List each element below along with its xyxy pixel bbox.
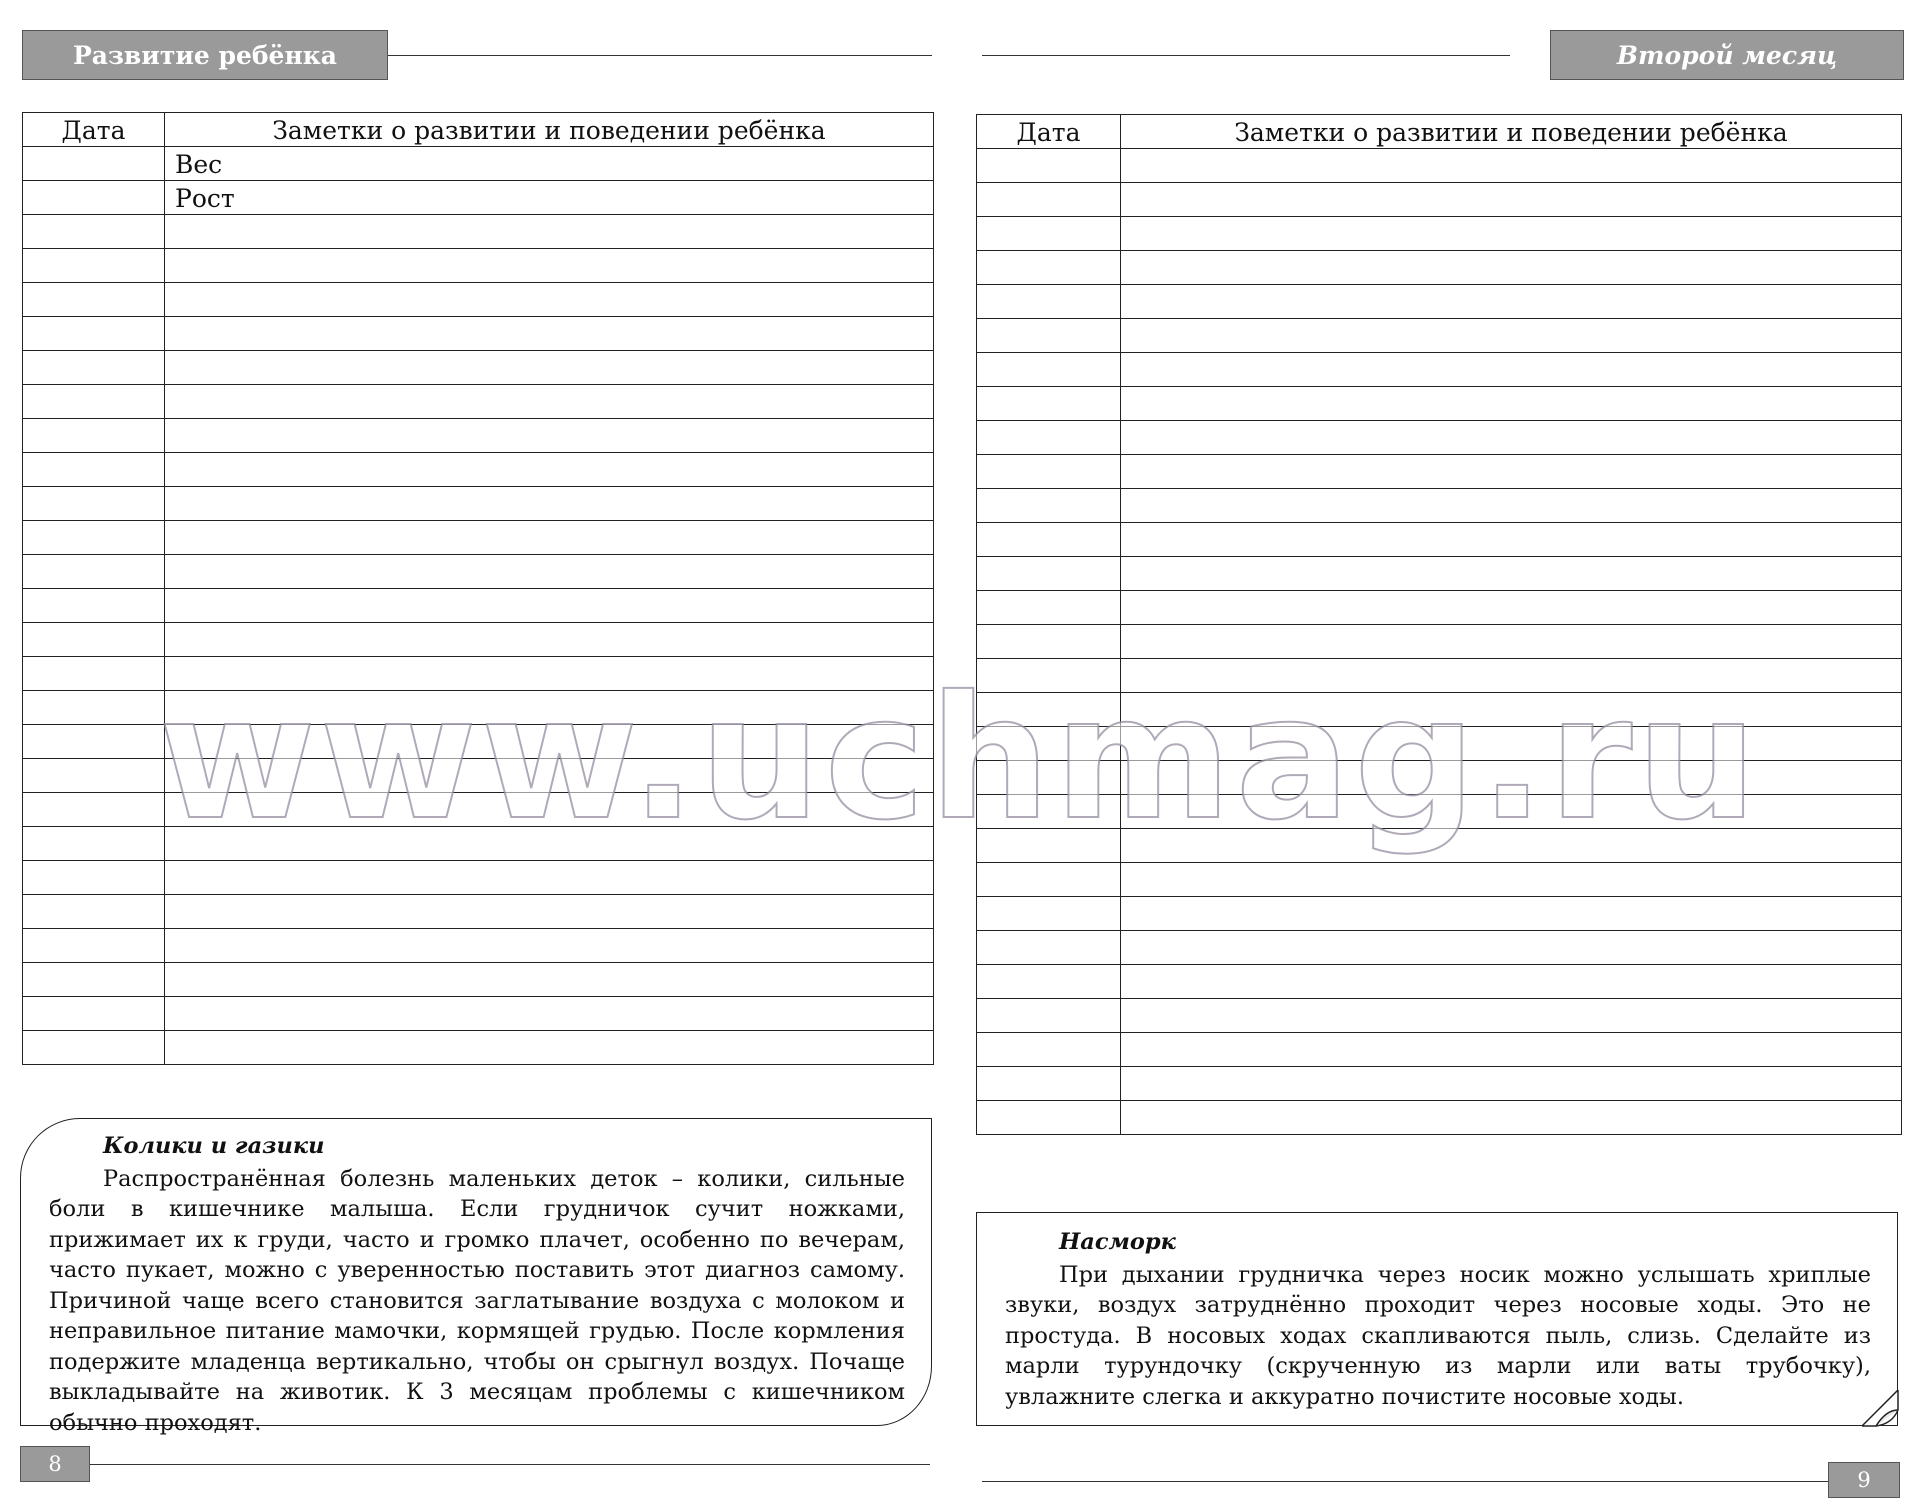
- date-cell[interactable]: [23, 215, 165, 249]
- footer-rule: [90, 1464, 930, 1465]
- notes-cell[interactable]: [1121, 1101, 1902, 1135]
- month-header-title: Второй месяц: [1616, 40, 1838, 70]
- notes-cell[interactable]: [165, 623, 934, 657]
- table-row: [23, 589, 934, 623]
- notes-cell[interactable]: [165, 317, 934, 351]
- notes-table: [22, 112, 934, 1065]
- notes-cell[interactable]: [1121, 897, 1902, 931]
- table-row: [23, 725, 934, 759]
- notes-cell[interactable]: [165, 351, 934, 385]
- notes-cell[interactable]: [165, 487, 934, 521]
- table-row: [977, 897, 1902, 931]
- table-row: [977, 183, 1902, 217]
- table-row: [977, 319, 1902, 353]
- date-cell[interactable]: [23, 793, 165, 827]
- table-row: [23, 317, 934, 351]
- date-cell[interactable]: [977, 693, 1121, 727]
- notes-cell[interactable]: [1121, 489, 1902, 523]
- table-row: [23, 385, 934, 419]
- date-cell[interactable]: [977, 829, 1121, 863]
- column-header-notes: Заметки о развитии и поведении ребёнка: [165, 113, 934, 147]
- notes-cell[interactable]: [165, 1031, 934, 1065]
- notes-cell[interactable]: [1121, 659, 1902, 693]
- table-row: [23, 657, 934, 691]
- table-row: [977, 795, 1902, 829]
- table-row: [23, 453, 934, 487]
- date-cell[interactable]: [23, 385, 165, 419]
- date-cell[interactable]: [23, 589, 165, 623]
- table-row: [977, 1033, 1902, 1067]
- right-page: [960, 0, 1920, 1497]
- notes-cell[interactable]: [1121, 353, 1902, 387]
- date-cell[interactable]: [977, 591, 1121, 625]
- date-cell[interactable]: [23, 759, 165, 793]
- notes-cell[interactable]: [1121, 1067, 1902, 1101]
- date-cell[interactable]: [23, 691, 165, 725]
- notes-cell[interactable]: [165, 725, 934, 759]
- notes-cell[interactable]: [165, 691, 934, 725]
- column-header-date: Дата: [23, 113, 165, 147]
- notes-cell[interactable]: [165, 963, 934, 997]
- notes-cell[interactable]: [165, 249, 934, 283]
- table-row: [23, 691, 934, 725]
- date-cell[interactable]: [977, 319, 1121, 353]
- date-cell[interactable]: [977, 965, 1121, 999]
- notes-cell[interactable]: [165, 929, 934, 963]
- date-cell[interactable]: [23, 555, 165, 589]
- runny-nose-info-box: [976, 1212, 1898, 1426]
- table-row: [977, 523, 1902, 557]
- date-cell[interactable]: [977, 1033, 1121, 1067]
- table-row-height: [23, 181, 934, 215]
- page-number-badge: [20, 1446, 90, 1482]
- date-cell[interactable]: [977, 659, 1121, 693]
- table-row: [977, 1067, 1902, 1101]
- table-row: [23, 215, 934, 249]
- date-cell[interactable]: [23, 963, 165, 997]
- table-row: [977, 285, 1902, 319]
- column-header-date: Дата: [977, 115, 1121, 149]
- table-row: [977, 863, 1902, 897]
- notes-cell[interactable]: [1121, 591, 1902, 625]
- watermark: www.uchmag.ru: [158, 660, 1762, 858]
- date-cell[interactable]: [977, 251, 1121, 285]
- notes-cell[interactable]: [1121, 999, 1902, 1033]
- notes-table: [976, 114, 1902, 1135]
- notes-cell[interactable]: [1121, 965, 1902, 999]
- date-cell[interactable]: [23, 1031, 165, 1065]
- table-row: [23, 623, 934, 657]
- table-row: [23, 487, 934, 521]
- table-row: [977, 931, 1902, 965]
- date-cell[interactable]: [977, 285, 1121, 319]
- table-row: [977, 557, 1902, 591]
- table-row: [977, 251, 1902, 285]
- table-row: [977, 421, 1902, 455]
- info-box-text: Распространённая болезнь маленьких деток – колики, сильные боли в кишечнике малыша. Если грудничок сучит ножками, прижимает их к груди, часто и громко плачет, особенно по вечерам, часто пукает, можно с уверенностью поставить этот диагноз самому. Причиной чаще всего становится заглатывание воздуха с молоком и неправильное питание мамочки, кормящей грудью. После кормления подержите младенца вертикально, чтобы он срыгнул воздух. Почаще выкладывайте на животик. К 3 месяцам проблемы с кишечником обычно проходят.: [49, 1165, 905, 1436]
- notes-cell[interactable]: [165, 385, 934, 419]
- notes-cell[interactable]: [1121, 863, 1902, 897]
- date-cell[interactable]: [23, 147, 165, 181]
- notes-cell[interactable]: [1121, 285, 1902, 319]
- notes-cell[interactable]: [165, 283, 934, 317]
- date-cell[interactable]: [977, 863, 1121, 897]
- date-cell[interactable]: [977, 183, 1121, 217]
- date-cell[interactable]: [977, 1067, 1121, 1101]
- notes-cell[interactable]: [1121, 455, 1902, 489]
- notes-cell[interactable]: [165, 521, 934, 555]
- date-cell[interactable]: [977, 625, 1121, 659]
- notes-cell[interactable]: [165, 827, 934, 861]
- date-cell[interactable]: [977, 897, 1121, 931]
- table-row: [977, 965, 1902, 999]
- notes-cell[interactable]: [165, 759, 934, 793]
- date-cell[interactable]: [977, 727, 1121, 761]
- date-cell[interactable]: [23, 657, 165, 691]
- table-row: [23, 521, 934, 555]
- notes-cell[interactable]: [165, 861, 934, 895]
- table-row: [23, 963, 934, 997]
- date-cell[interactable]: [977, 353, 1121, 387]
- date-cell[interactable]: [977, 217, 1121, 251]
- notes-cell[interactable]: [1121, 387, 1902, 421]
- colic-info-box: [20, 1118, 932, 1436]
- notes-cell[interactable]: [1121, 251, 1902, 285]
- column-header-notes: Заметки о развитии и поведении ребёнка: [1121, 115, 1902, 149]
- page-number: 9: [1857, 1468, 1871, 1492]
- notes-cell[interactable]: [1121, 183, 1902, 217]
- table-row: [977, 761, 1902, 795]
- date-cell[interactable]: [977, 387, 1121, 421]
- date-cell[interactable]: [977, 1101, 1121, 1135]
- page-curl-icon: [1862, 1390, 1900, 1428]
- date-cell[interactable]: [23, 861, 165, 895]
- date-cell[interactable]: [977, 149, 1121, 183]
- date-cell[interactable]: [23, 181, 165, 215]
- table-row: [23, 283, 934, 317]
- page-number-badge: [1828, 1462, 1900, 1498]
- notes-cell[interactable]: [165, 997, 934, 1031]
- header-rule: [388, 55, 932, 56]
- table-row: [23, 419, 934, 453]
- table-row: [977, 1101, 1902, 1135]
- date-cell[interactable]: [23, 317, 165, 351]
- notes-cell[interactable]: [165, 555, 934, 589]
- table-row: [23, 351, 934, 385]
- date-cell[interactable]: [977, 489, 1121, 523]
- table-row: [977, 999, 1902, 1033]
- notes-cell[interactable]: [1121, 1033, 1902, 1067]
- date-cell[interactable]: [23, 997, 165, 1031]
- date-cell[interactable]: [23, 521, 165, 555]
- table-row: [23, 759, 934, 793]
- notes-cell[interactable]: [1121, 217, 1902, 251]
- notes-cell[interactable]: [165, 793, 934, 827]
- height-label-cell[interactable]: Рост: [165, 181, 934, 215]
- table-row: [23, 793, 934, 827]
- notes-cell[interactable]: [1121, 795, 1902, 829]
- date-cell[interactable]: [23, 249, 165, 283]
- table-row: [23, 827, 934, 861]
- date-cell[interactable]: [23, 929, 165, 963]
- section-header-title: Развитие ребёнка: [72, 40, 338, 70]
- info-box-title: Колики и газики: [103, 1133, 325, 1159]
- table-row: [977, 455, 1902, 489]
- date-cell[interactable]: [977, 421, 1121, 455]
- table-row: [977, 727, 1902, 761]
- notes-cell[interactable]: [1121, 693, 1902, 727]
- table-row: [23, 555, 934, 589]
- date-cell[interactable]: [23, 351, 165, 385]
- table-row: [977, 829, 1902, 863]
- table-row: [977, 625, 1902, 659]
- table-row-weight: [23, 147, 934, 181]
- notes-cell[interactable]: [1121, 625, 1902, 659]
- date-cell[interactable]: [23, 895, 165, 929]
- info-box-text: При дыхании грудничка через носик можно услышать хриплые звуки, воздух затруднённо проходит через носовые ходы. Это не простуда. В носовых ходах скапливаются пыль, слизь. Сделайте из марли турундочку (скрученную из марли или ваты трубочку), увлажните слегка и аккуратно почистите носовые ходы.: [1005, 1261, 1871, 1410]
- date-cell[interactable]: [977, 557, 1121, 591]
- notes-cell[interactable]: [1121, 727, 1902, 761]
- table-row: [23, 895, 934, 929]
- date-cell[interactable]: [23, 623, 165, 657]
- date-cell[interactable]: [977, 931, 1121, 965]
- date-cell[interactable]: [977, 455, 1121, 489]
- table-row: [23, 861, 934, 895]
- notes-cell[interactable]: [165, 215, 934, 249]
- date-cell[interactable]: [977, 523, 1121, 557]
- notes-cell[interactable]: [1121, 421, 1902, 455]
- date-cell[interactable]: [23, 487, 165, 521]
- notes-cell[interactable]: [1121, 319, 1902, 353]
- notes-cell[interactable]: [1121, 829, 1902, 863]
- notes-cell[interactable]: [165, 453, 934, 487]
- date-cell[interactable]: [23, 453, 165, 487]
- header-rule: [982, 55, 1510, 56]
- table-header-row: [23, 113, 934, 147]
- date-cell[interactable]: [977, 795, 1121, 829]
- table-header-row: [977, 115, 1902, 149]
- page-number: 8: [48, 1452, 62, 1476]
- notes-cell[interactable]: [1121, 931, 1902, 965]
- notes-cell[interactable]: [165, 895, 934, 929]
- notes-cell[interactable]: [1121, 557, 1902, 591]
- table-row: [23, 929, 934, 963]
- table-row: [23, 249, 934, 283]
- table-row: [977, 693, 1902, 727]
- table-row: [23, 997, 934, 1031]
- table-row: [977, 591, 1902, 625]
- date-cell[interactable]: [977, 999, 1121, 1033]
- notes-cell[interactable]: [1121, 523, 1902, 557]
- info-box-title: Насморк: [1059, 1229, 1176, 1255]
- table-row: [977, 489, 1902, 523]
- date-cell[interactable]: [23, 283, 165, 317]
- notes-cell[interactable]: [165, 657, 934, 691]
- footer-rule: [982, 1481, 1848, 1482]
- month-header-tab: [1550, 30, 1904, 80]
- notes-cell[interactable]: [1121, 761, 1902, 795]
- notes-cell[interactable]: [165, 419, 934, 453]
- notes-cell[interactable]: [1121, 149, 1902, 183]
- date-cell[interactable]: [23, 827, 165, 861]
- table-row: [977, 659, 1902, 693]
- table-row: [977, 217, 1902, 251]
- weight-label-cell[interactable]: Вес: [165, 147, 934, 181]
- table-row: [977, 387, 1902, 421]
- notes-cell[interactable]: [165, 589, 934, 623]
- table-row: [977, 149, 1902, 183]
- section-header-tab: [22, 30, 388, 80]
- date-cell[interactable]: [977, 761, 1121, 795]
- left-page: [0, 0, 960, 1497]
- date-cell[interactable]: [23, 419, 165, 453]
- table-row: [977, 353, 1902, 387]
- table-row: [23, 1031, 934, 1065]
- date-cell[interactable]: [23, 725, 165, 759]
